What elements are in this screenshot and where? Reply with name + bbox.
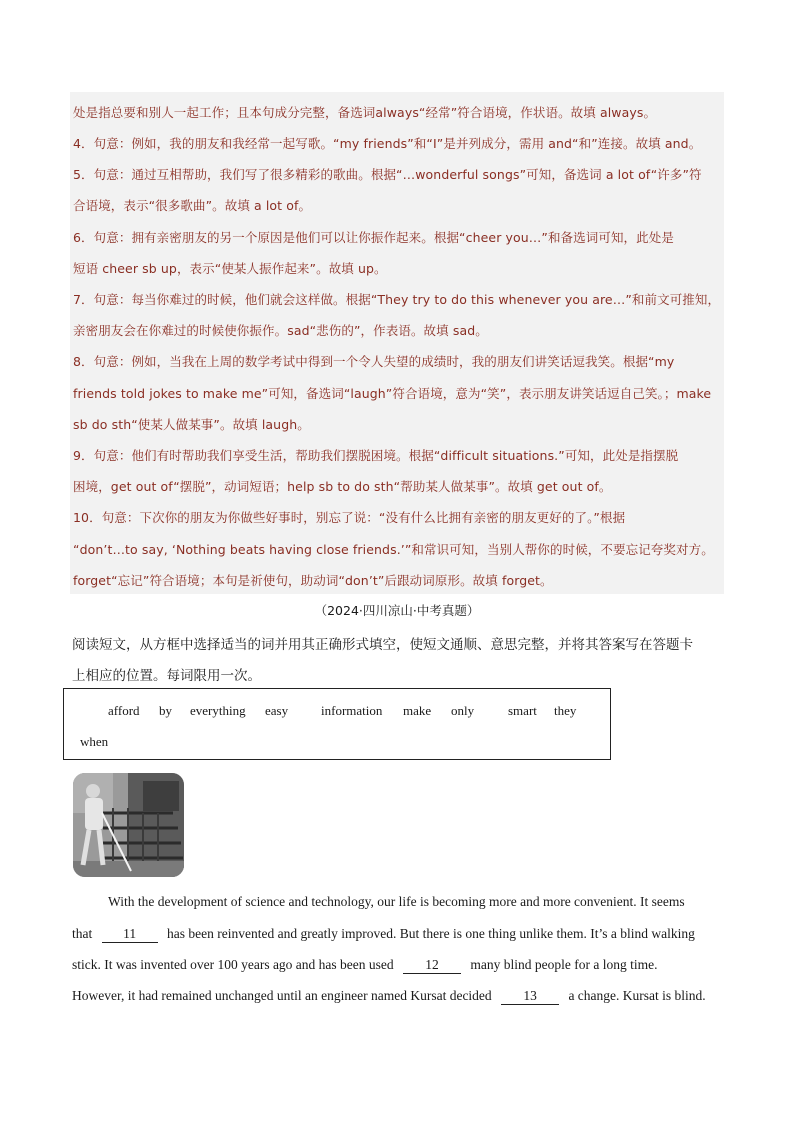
passage-line [72, 957, 658, 974]
word-bank-item: everything [190, 703, 246, 718]
passage-line [72, 988, 706, 1005]
instruction-line: 阅读短文，从方框中选择适当的词并用其正确形式填空，使短文通顺、意思完整，并将其答案写在答题卡 [72, 637, 693, 653]
answer-line: 合语境，表示“很多歌曲”。故填 a lot of。 [73, 198, 312, 213]
photo-image [73, 773, 184, 877]
answer-line: 9．句意：他们有时帮助我们享受生活，帮助我们摆脱困境。根据“difficult situations.”可知，此处是指摆脱 [73, 448, 679, 463]
word-bank-box [63, 688, 611, 760]
instruction-line: 上相应的位置。每词限用一次。 [72, 668, 261, 684]
blank-12: 12 [403, 957, 461, 974]
word-bank-item: by [159, 703, 172, 718]
word-bank-item: they [554, 703, 577, 718]
word-bank-item: when [80, 734, 109, 749]
passage-text: a change. Kursat is blind. [568, 988, 706, 1003]
answer-line: friends told jokes to make me”可知，备选词“laugh”符合语境，意为“笑”，表示朋友讲笑话逗自己笑。；make [73, 386, 712, 401]
passage-text: many blind people for a long time. [470, 957, 658, 972]
word-bank-item: easy [265, 703, 289, 718]
answer-line: “don’t…to say, ‘Nothing beats having close friends.’”和常识可知，当别人帮你的时候，不要忘记夸奖对方。 [73, 542, 714, 557]
word-bank-item: smart [508, 703, 537, 718]
word-bank-item: make [403, 703, 432, 718]
answer-line: 10．句意：下次你的朋友为你做些好事时，别忘了说：“没有什么比拥有亲密的朋友更好的了。”根据 [73, 510, 626, 525]
passage-text: However, it had remained unchanged until an engineer named Kursat decided [72, 988, 492, 1003]
blank-11: 11 [102, 926, 158, 943]
word-bank-item: information [321, 703, 383, 718]
word-bank-item: afford [108, 703, 140, 718]
question-source: （2024·四川凉山·中考真题） [314, 603, 480, 618]
answer-line: sb do sth“使某人做某事”。故填 laugh。 [73, 417, 310, 432]
passage-text: has been reinvented and greatly improved. But there is one thing unlike them. It’s a blind walking [167, 926, 695, 941]
passage-line [72, 926, 695, 943]
answer-line: 8．句意：例如，当我在上周的数学考试中得到一个令人失望的成绩时，我的朋友们讲笑话逗我笑。根据“my [73, 354, 675, 369]
answer-line: 5．句意：通过互相帮助，我们写了很多精彩的歌曲。根据“…wonderful songs”可知，备选词 a lot of“许多”符 [73, 167, 702, 182]
passage-line: With the development of science and technology, our life is becoming more and more convenient. It seems [108, 894, 685, 909]
blank-13: 13 [501, 988, 559, 1005]
answer-line: 4．句意：例如，我的朋友和我经常一起写歌。“my friends”和“I”是并列成分，需用 and“和”连接。故填 and。 [73, 136, 702, 151]
blind-man-photo [73, 773, 184, 877]
answer-line: 处是指总要和别人一起工作；且本句成分完整，备选词always“经常”符合语境，作状语。故填 always。 [73, 105, 657, 120]
answer-line: 短语 cheer sb up，表示“使某人振作起来”。故填 up。 [73, 261, 387, 276]
answer-line: forget“忘记”符合语境；本句是祈使句，助动词“don’t”后跟动词原形。故填 forget。 [73, 573, 553, 588]
answer-line: 7．句意：每当你难过的时候，他们就会这样做。根据“They try to do this whenever you are…”和前文可推知， [73, 292, 721, 307]
answer-line: 困境，get out of“摆脱”，动词短语；help sb to do sth“帮助某人做某事”。故填 get out of。 [73, 479, 612, 494]
passage-text: that [72, 926, 93, 941]
passage-text: stick. It was invented over 100 years ago and has been used [72, 957, 394, 972]
answer-line: 6．句意：拥有亲密朋友的另一个原因是他们可以让你振作起来。根据“cheer you…”和备选词可知，此处是 [73, 230, 674, 245]
answer-line: 亲密朋友会在你难过的时候使你振作。sad“悲伤的”，作表语。故填 sad。 [73, 323, 488, 338]
word-bank-item: only [451, 703, 475, 718]
